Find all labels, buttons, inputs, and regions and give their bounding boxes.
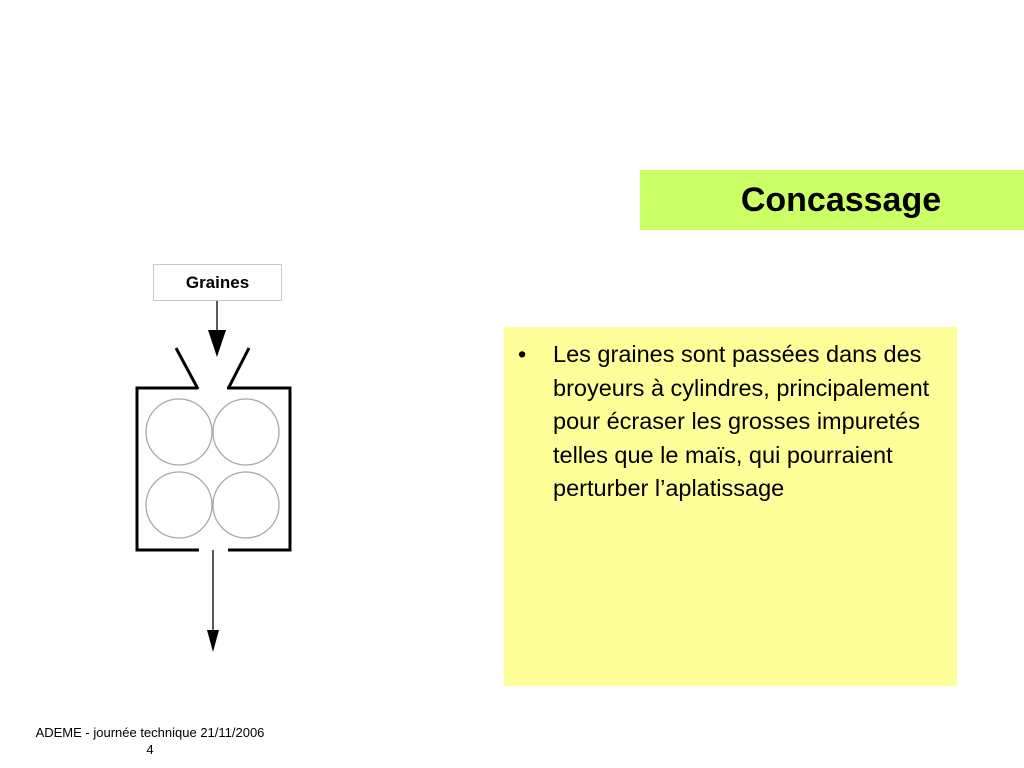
crusher-housing-left [137, 388, 199, 550]
content-box [504, 327, 957, 686]
footer [15, 724, 285, 758]
bullet-text: Les graines sont passées dans des broyeurs à cylindres, principalement pour écraser les grosses impuretés telles que le maïs, qui pourraient perturber l’aplatissage [553, 341, 930, 501]
page-number: 4 [146, 742, 154, 757]
footer-text: ADEME - journée technique 21/11/2006 [35, 725, 265, 740]
hopper-right-wall [228, 348, 249, 389]
roller-bottom-left [146, 472, 212, 538]
bullet-item [518, 338, 949, 506]
roller-bottom-right [213, 472, 279, 538]
hopper-left-wall [176, 348, 198, 389]
output-arrow [207, 630, 219, 652]
feed-arrow [208, 330, 226, 357]
roller-top-right [213, 399, 279, 465]
slide-title: Concassage [740, 181, 942, 219]
roller-top-left [146, 399, 212, 465]
input-label-graines: Graines [153, 264, 282, 301]
bullet-marker: • [518, 341, 527, 367]
crusher-housing-right [227, 388, 290, 550]
